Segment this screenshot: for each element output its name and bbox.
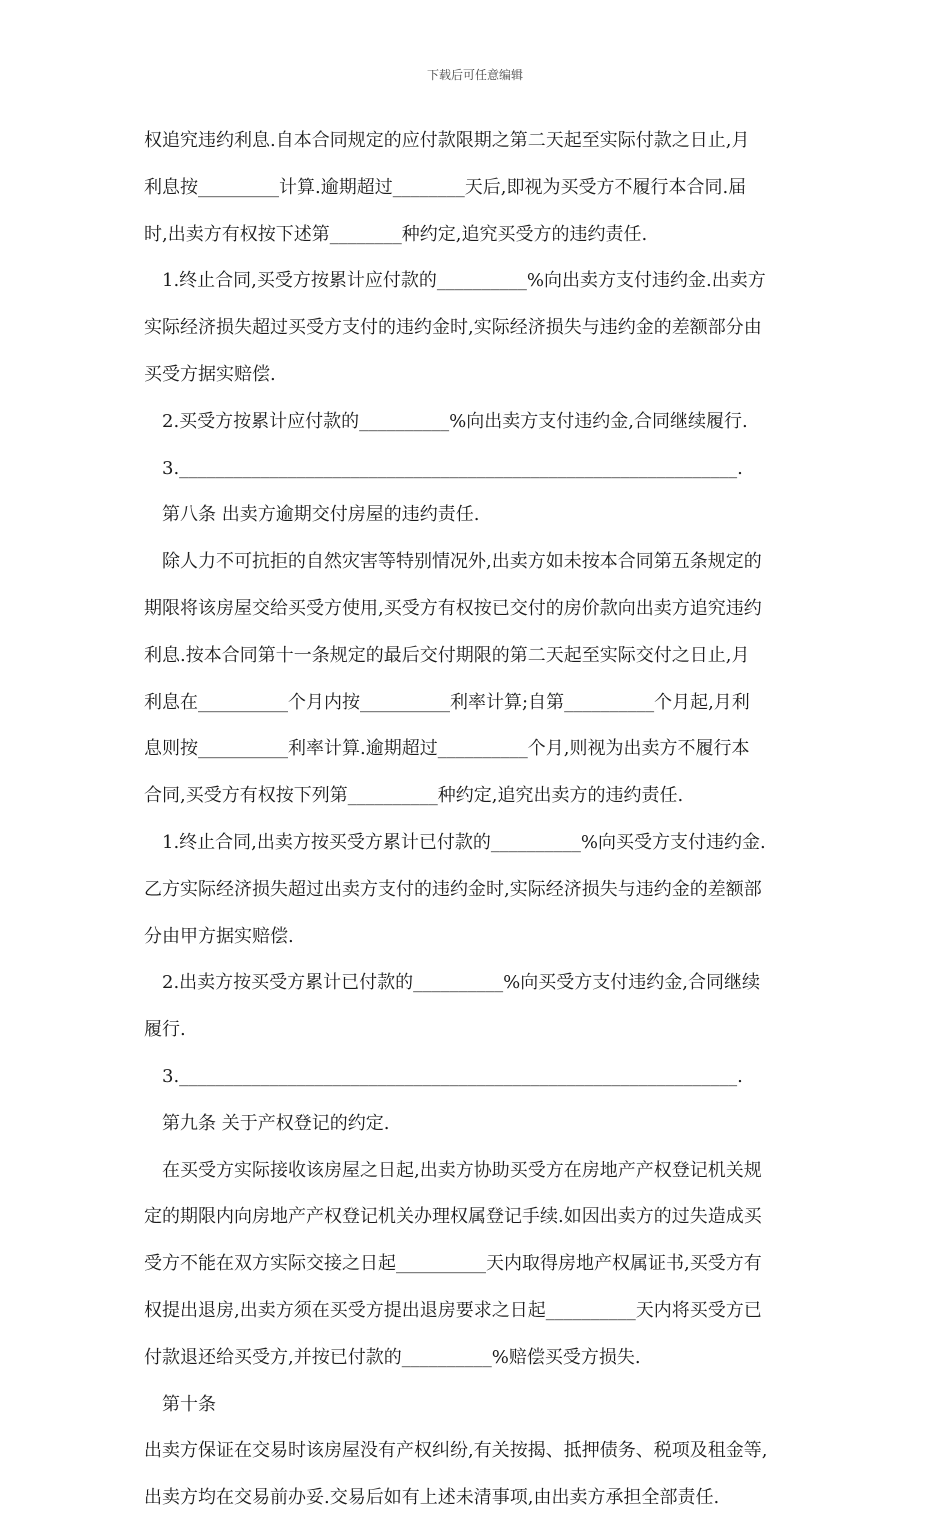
text-line: 买受方据实赔偿. — [144, 363, 276, 385]
text-line: 利息按_________计算.逾期超过________天后,即视为买受方不履行本合同.届 — [144, 176, 747, 198]
text-line: 实际经济损失超过买受方支付的违约金时,实际经济损失与违约金的差额部分由 — [144, 317, 762, 339]
text-line: 利息.按本合同第十一条规定的最后交付期限的第二天起至实际交付之日止,月 — [144, 644, 750, 666]
text-line: 定的期限内向房地产产权登记机关办理权属登记手续.如因出卖方的过失造成买 — [144, 1206, 762, 1228]
text-line: 3.______________________________________________________________. — [162, 1065, 743, 1087]
text-line: 1.终止合同,出卖方按买受方累计已付款的__________%向买受方支付违约金. — [162, 831, 766, 853]
page-header: 下载后可任意编辑 — [426, 68, 523, 82]
text-line: 2.买受方按累计应付款的__________%向出卖方支付违约金,合同继续履行. — [162, 410, 748, 432]
text-line: 2.出卖方按买受方累计已付款的__________%向买受方支付违约金,合同继续 — [162, 972, 760, 994]
text-line: 分由甲方据实赔偿. — [144, 925, 294, 947]
section-heading: 第八条 出卖方逾期交付房屋的违约责任. — [162, 504, 480, 526]
text-line: 受方不能在双方实际交接之日起__________天内取得房地产权属证书,买受方有 — [144, 1253, 762, 1275]
text-line: 权提出退房,出卖方须在买受方提出退房要求之日起__________天内将买受方已 — [144, 1299, 762, 1321]
document-body — [144, 118, 810, 1522]
text-line: 出卖方保证在交易时该房屋没有产权纠纷,有关按揭、抵押债务、税项及租金等, — [144, 1440, 768, 1462]
text-line: 权追究违约利息.自本合同规定的应付款限期之第二天起至实际付款之日止,月 — [144, 130, 750, 151]
section-heading: 第十条 — [162, 1393, 216, 1415]
text-line: 出卖方均在交易前办妥.交易后如有上述未清事项,由出卖方承担全部责任. — [144, 1487, 720, 1509]
text-line: 期限将该房屋交给买受方使用,买受方有权按已交付的房价款向出卖方追究违约 — [144, 597, 762, 619]
text-line: 在买受方实际接收该房屋之日起,出卖方协助买受方在房地产产权登记机关规 — [162, 1159, 762, 1181]
section-heading: 第九条 关于产权登记的约定. — [162, 1112, 390, 1134]
text-line: 履行. — [144, 1019, 186, 1041]
text-line: 合同,买受方有权按下列第__________种约定,追究出卖方的违约责任. — [144, 785, 684, 807]
text-line: 息则按__________利率计算.逾期超过__________个月,则视为出卖方不履行本 — [144, 738, 750, 760]
text-line: 利息在__________个月内按__________利率计算;自第__________个月起,月利 — [144, 691, 750, 713]
text-line: 除人力不可抗拒的自然灾害等特别情况外,出卖方如未按本合同第五条规定的 — [162, 551, 762, 573]
text-line: 时,出卖方有权按下述第________种约定,追究买受方的违约责任. — [144, 223, 648, 245]
text-line: 1.终止合同,买受方按累计应付款的__________%向出卖方支付违约金.出卖方 — [162, 270, 766, 292]
text-line: 乙方实际经济损失超过出卖方支付的违约金时,实际经济损失与违约金的差额部 — [144, 878, 762, 900]
text-line: 3.______________________________________________________________. — [162, 457, 743, 479]
text-line: 付款退还给买受方,并按已付款的__________%赔偿买受方损失. — [144, 1346, 641, 1368]
